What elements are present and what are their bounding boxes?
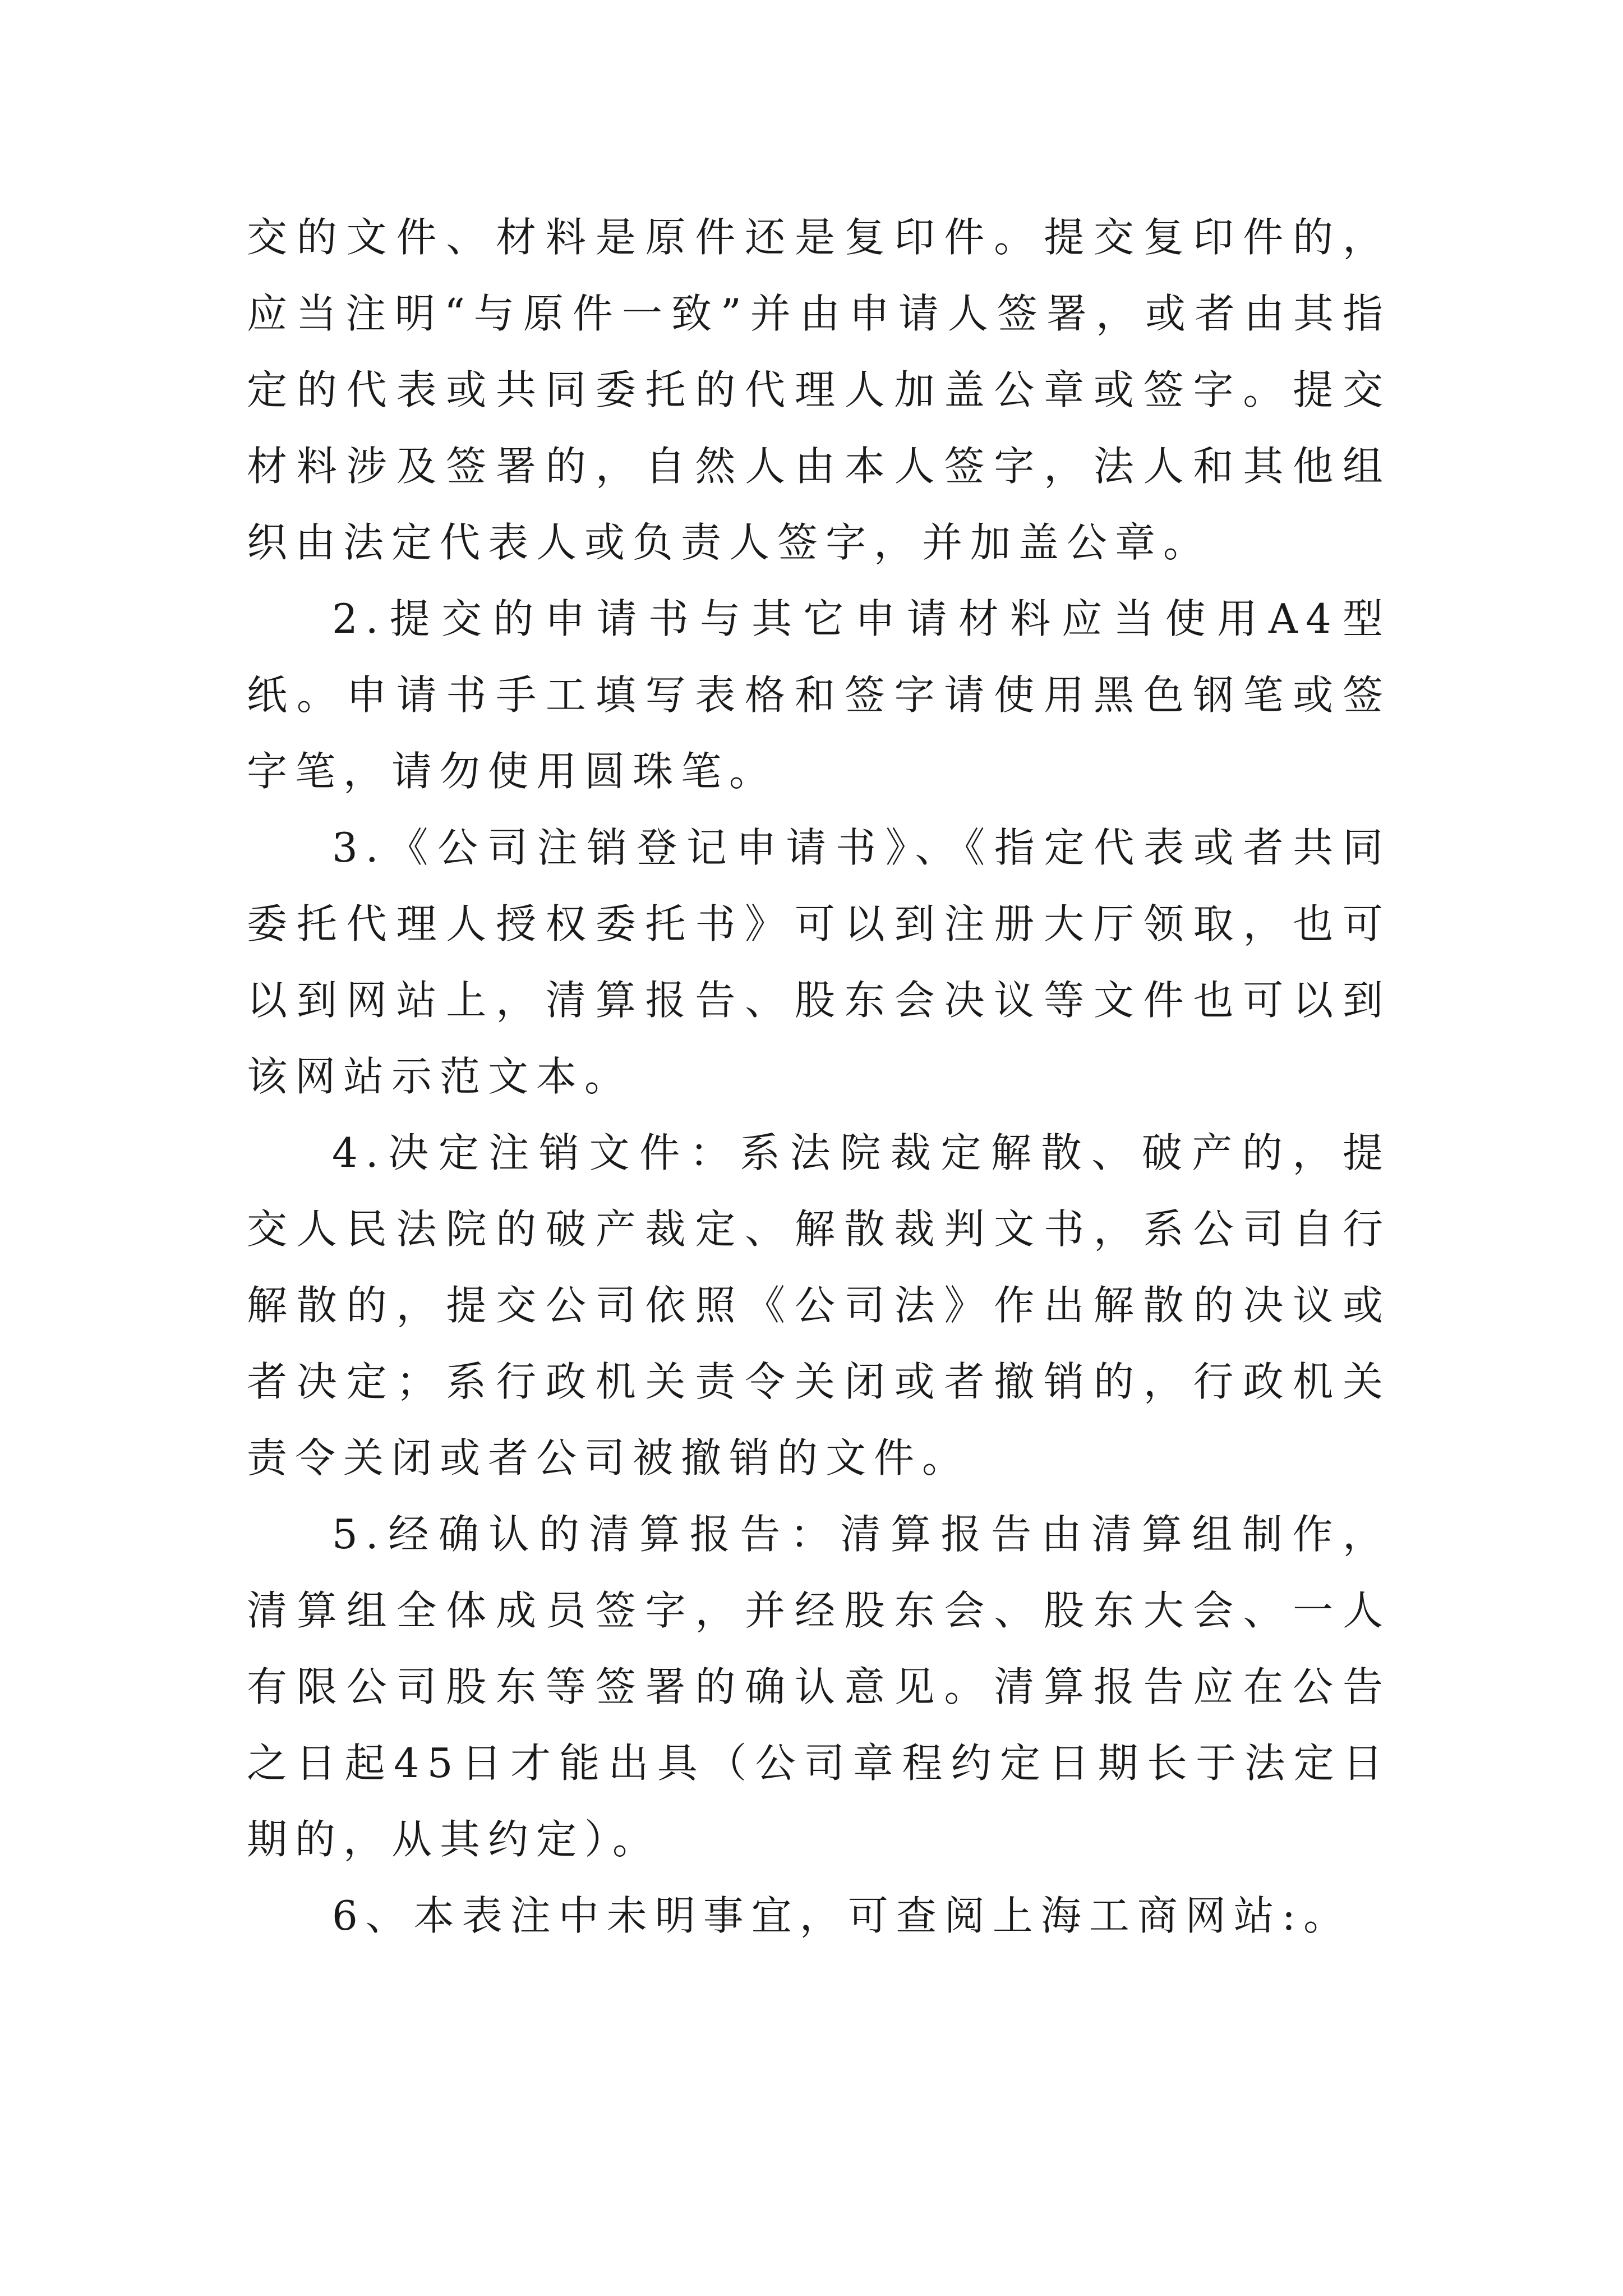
paragraph-item-5: 5.经确认的清算报告：清算报告由清算组制作，清算组全体成员签字，并经股东会、股东大会、一人有限公司股东等签署的确认意见。清算报告应在公告之日起45日才能出具（公司章程约定日期长于法定日期的，从其约定）。 <box>247 1511 1391 1863</box>
paragraph-continuation: 交的文件、材料是原件还是复印件。提交复印件的，应当注明“与原件一致”并由申请人签署，或者由其指定的代表或共同委托的代理人加盖公章或签字。提交材料涉及签署的，自然人由本人签字，法人和其他组织由法定代表人或负责人签字，并加盖公章。 <box>247 214 1391 566</box>
paragraph-item-2: 2.提交的申请书与其它申请材料应当使用A4型纸。申请书手工填写表格和签字请使用黑色钢笔或签字笔，请勿使用圆珠笔。 <box>247 595 1391 795</box>
paragraph-item-4: 4.决定注销文件：系法院裁定解散、破产的，提交人民法院的破产裁定、解散裁判文书，系公司自行解散的，提交公司依照《公司法》作出解散的决议或者决定；系行政机关责令关闭或者撤销的，行政机关责令关闭或者公司被撤销的文件。 <box>247 1129 1391 1481</box>
document-body <box>247 199 1391 1954</box>
paragraph-item-3: 3.《公司注销登记申请书》、《指定代表或者共同委托代理人授权委托书》可以到注册大厅领取，也可以到网站上，清算报告、股东会决议等文件也可以到该网站示范文本。 <box>247 824 1391 1100</box>
paragraph-item-6: 6、本表注中未明事宜，可查阅上海工商网站:。 <box>332 1892 1352 1939</box>
